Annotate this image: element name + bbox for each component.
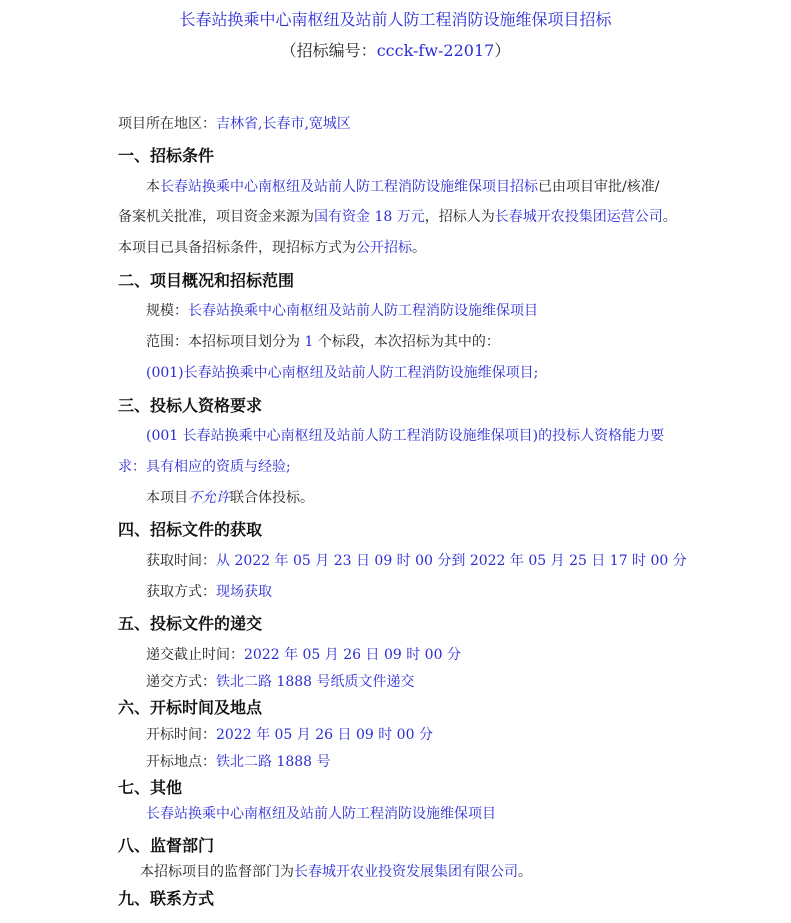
tenderer-name: 长春城开农投集团运营公司 (494, 209, 663, 225)
jv-text: 联合体投标。 (230, 490, 314, 506)
tender-method: 公开招标 (356, 240, 412, 256)
submit-way-label: 递交方式： (146, 674, 216, 690)
deadline-value: 2022 年 05 月 26 日 09 时 00 分 (244, 647, 461, 663)
tender-number-suffix: ） (494, 41, 511, 60)
section-1-heading: 一、招标条件 (118, 146, 215, 165)
deadline-label: 递交截止时间： (146, 647, 244, 663)
section-7-heading: 七、其他 (118, 778, 183, 797)
s1-text: 本 (146, 179, 160, 195)
obtain-time-value: 从 2022 年 05 月 23 日 09 时 00 分到 2022 年 05 月 25 日 17 时 00 分 (216, 553, 687, 569)
region-line (118, 113, 351, 133)
s1-text: 本项目已具备招标条件，现招标方式为 (118, 240, 356, 256)
range-text: 个标段，本次招标为其中的： (317, 334, 500, 350)
supervision-text: 。 (518, 864, 532, 880)
s1-text: ，招标人为 (424, 209, 495, 225)
scale-label: 规模： (146, 303, 188, 319)
jv-text: 本项目 (146, 490, 188, 506)
opening-time-label: 开标时间： (146, 727, 216, 743)
project-name: 长春站换乘中心南枢纽及站前人防工程消防设施维保项目招标 (160, 179, 538, 195)
obtain-way-label: 获取方式： (146, 584, 216, 600)
submit-way-line (146, 671, 415, 691)
qualification-line-2: 求：具有相应的资质与经验; (118, 459, 291, 475)
region-value: 吉林省,长春市,宽城区 (216, 116, 351, 132)
section-5-heading: 五、投标文件的递交 (118, 614, 263, 633)
s1-paragraph-line-2 (118, 206, 677, 226)
opening-place-label: 开标地点： (146, 754, 216, 770)
section-3-heading: 三、投标人资格要求 (118, 396, 263, 415)
opening-time-value: 2022 年 05 月 26 日 09 时 00 分 (216, 727, 433, 743)
document-title: 长春站换乘中心南枢纽及站前人防工程消防设施维保项目招标 (179, 10, 612, 29)
tender-number: ccck-fw-22017 (376, 41, 495, 60)
other-text: 长春站换乘中心南枢纽及站前人防工程消防设施维保项目 (146, 806, 496, 822)
range-text: 范围：本招标项目划分为 (146, 334, 300, 350)
supervision-line (140, 861, 532, 881)
section-4-heading: 四、招标文件的获取 (118, 520, 263, 539)
submit-way-value: 铁北二路 1888 号纸质文件递交 (216, 674, 415, 690)
section-count: 1 (304, 334, 314, 350)
funding-source: 国有资金 18 万元 (314, 209, 425, 225)
tender-number-line (0, 38, 791, 61)
qualification-line-1: (001 长春站换乘中心南枢纽及站前人防工程消防设施维保项目)的投标人资格能力要 (146, 428, 665, 444)
opening-place-line (146, 751, 331, 771)
tender-number-prefix: （招标编号： (280, 41, 377, 60)
section-9-heading: 九、联系方式 (118, 889, 215, 908)
scale-value: 长春站换乘中心南枢纽及站前人防工程消防设施维保项目 (188, 303, 538, 319)
section-8-heading: 八、监督部门 (118, 836, 215, 855)
region-label: 项目所在地区： (118, 116, 216, 132)
opening-place-value: 铁北二路 1888 号 (216, 754, 331, 770)
s1-text: 。 (412, 240, 426, 256)
obtain-time-line (146, 550, 687, 570)
s1-text: 已由项目审批/核准/ (538, 179, 660, 195)
deadline-line (146, 644, 461, 664)
range-line (146, 331, 500, 351)
jv-allowed: 不允许 (188, 490, 230, 506)
s1-paragraph-line-3 (118, 237, 426, 257)
joint-venture-line (146, 487, 314, 507)
obtain-way-line (146, 581, 272, 601)
obtain-time-label: 获取时间： (146, 553, 216, 569)
scale-line (146, 300, 538, 320)
supervision-dept: 长春城开农业投资发展集团有限公司 (294, 864, 518, 880)
s1-text: 备案机关批准，项目资金来源为 (118, 209, 314, 225)
supervision-text: 本招标项目的监督部门为 (140, 864, 294, 880)
section-2-heading: 二、项目概况和招标范围 (118, 271, 295, 290)
lot-line: (001)长春站换乘中心南枢纽及站前人防工程消防设施维保项目; (146, 365, 539, 381)
opening-time-line (146, 724, 433, 744)
obtain-way-value: 现场获取 (216, 584, 272, 600)
section-6-heading: 六、开标时间及地点 (118, 698, 263, 717)
s1-text: 。 (662, 209, 677, 225)
s1-paragraph-line-1 (146, 176, 659, 196)
